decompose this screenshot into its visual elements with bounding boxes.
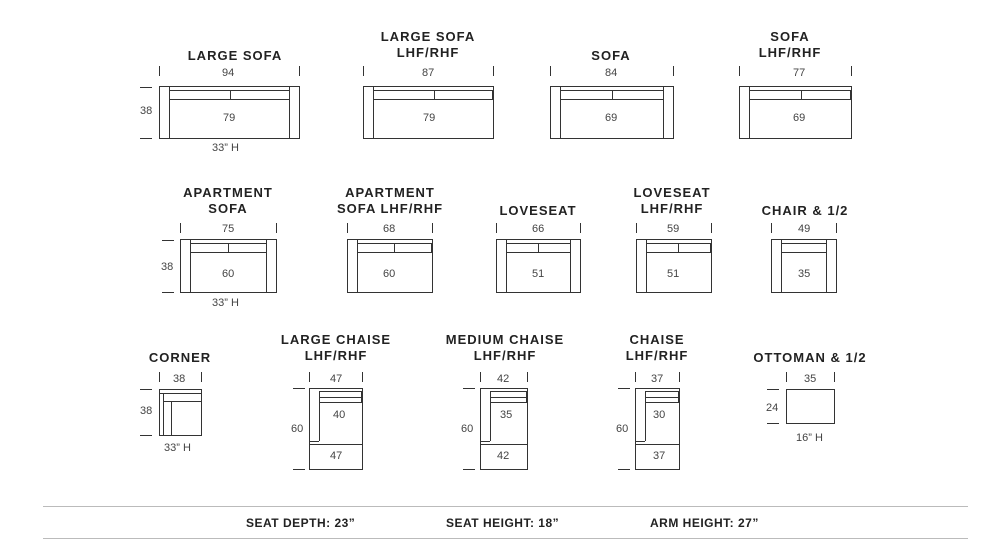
width-tick [786, 372, 787, 382]
width-label: 75 [222, 223, 235, 235]
back-cushion [373, 90, 493, 100]
seat-label: 69 [605, 112, 618, 124]
depth-label: 38 [140, 105, 153, 117]
item-title: CHAIR & 1/2 [761, 203, 849, 218]
item-title: APARTMENT [345, 185, 435, 200]
height-label: 33” H [212, 297, 239, 309]
back-cushion [749, 90, 851, 100]
item-title: SOFA [591, 48, 631, 63]
depth-tick [140, 435, 152, 436]
width-tick [493, 66, 494, 76]
cushion-divider [490, 397, 527, 398]
item-title: LOVESEAT [499, 203, 577, 218]
item-title: LHF/RHF [396, 45, 460, 60]
width-tick [309, 372, 310, 382]
ottoman-outline [786, 389, 835, 424]
width-tick [673, 66, 674, 76]
item-title: SOFA [770, 29, 810, 44]
back-line [160, 393, 201, 394]
depth-tick [140, 87, 152, 88]
depth-tick [293, 469, 305, 470]
cushion-divider [678, 243, 679, 253]
depth-tick [463, 469, 475, 470]
sofa-outline [347, 239, 433, 293]
cushion-divider [319, 397, 362, 398]
sofa-outline [636, 239, 712, 293]
item-title: CORNER [148, 350, 212, 365]
depth-label: 24 [766, 402, 779, 414]
width-label: 66 [532, 223, 545, 235]
width-label: 94 [222, 67, 235, 79]
width-tick [771, 223, 772, 233]
seat-depth-spec: SEAT DEPTH: 23” [246, 516, 356, 530]
seat-label: 79 [223, 112, 236, 124]
arm-line [490, 391, 491, 441]
width-tick [362, 372, 363, 382]
depth-tick [293, 388, 305, 389]
item-title: LARGE CHAISE [280, 332, 392, 347]
arm-line [319, 391, 320, 441]
seat-label: 51 [532, 268, 545, 280]
width-tick [834, 372, 835, 382]
seat-label: 69 [793, 112, 806, 124]
item-title: CHAISE [629, 332, 685, 347]
item-title: LHF/RHF [640, 201, 704, 216]
width-tick [299, 66, 300, 76]
arm-line [645, 391, 646, 441]
depth-label: 60 [461, 423, 474, 435]
seat-label: 47 [330, 450, 343, 462]
seat-height-spec: SEAT HEIGHT: 18” [446, 516, 560, 530]
width-label: 59 [667, 223, 680, 235]
seat-label: 51 [667, 268, 680, 280]
width-label: 38 [173, 373, 186, 385]
sofa-outline [496, 239, 581, 293]
arm-line [310, 441, 319, 442]
seat-label: 79 [423, 112, 436, 124]
footer-bottom-rule [43, 538, 968, 539]
width-tick [480, 372, 481, 382]
width-tick [363, 66, 364, 76]
depth-tick [162, 292, 174, 293]
width-tick [159, 66, 160, 76]
depth-label: 38 [161, 261, 174, 273]
seat-label: 37 [653, 450, 666, 462]
cushion-divider [612, 90, 613, 100]
seat-label: 42 [497, 450, 510, 462]
cushion-divider [538, 243, 539, 253]
back-line [163, 393, 164, 435]
item-title: LARGE SOFA [187, 48, 283, 63]
width-tick [550, 66, 551, 76]
back-line [163, 401, 201, 402]
item-title: MEDIUM CHAISE [445, 332, 565, 347]
depth-tick [140, 138, 152, 139]
width-tick [432, 223, 433, 233]
depth-label: 60 [616, 423, 629, 435]
depth-tick [767, 423, 779, 424]
seat-label: 35 [798, 268, 811, 280]
width-tick [711, 223, 712, 233]
width-label: 35 [804, 373, 817, 385]
width-label: 87 [422, 67, 435, 79]
footer-top-rule [43, 506, 968, 507]
seat-divider [636, 444, 679, 445]
width-label: 77 [793, 67, 806, 79]
arm-line [481, 441, 490, 442]
width-tick [347, 223, 348, 233]
cushion-divider [230, 90, 231, 100]
depth-tick [618, 388, 630, 389]
width-tick [159, 372, 160, 382]
item-title: OTTOMAN & 1/2 [753, 350, 867, 365]
corner-outline [159, 389, 202, 436]
seat-label: 60 [222, 268, 235, 280]
width-label: 49 [798, 223, 811, 235]
cushion-divider [801, 90, 802, 100]
depth-tick [162, 240, 174, 241]
width-tick [580, 223, 581, 233]
cushion-divider [645, 397, 679, 398]
depth-tick [618, 469, 630, 470]
item-title: LHF/RHF [304, 348, 368, 363]
chair-outline [771, 239, 837, 293]
width-tick [836, 223, 837, 233]
depth-tick [767, 389, 779, 390]
sofa-outline [180, 239, 277, 293]
width-tick [636, 223, 637, 233]
item-title: LHF/RHF [473, 348, 537, 363]
arm-height-spec: ARM HEIGHT: 27” [650, 516, 759, 530]
width-label: 42 [497, 373, 510, 385]
width-tick [635, 372, 636, 382]
seat-label: 30 [653, 409, 666, 421]
width-tick [276, 223, 277, 233]
width-label: 47 [330, 373, 343, 385]
seat-divider [481, 444, 527, 445]
item-title: SOFA LHF/RHF [336, 201, 444, 216]
depth-label: 60 [291, 423, 304, 435]
seat-label: 60 [383, 268, 396, 280]
cushion-divider [434, 90, 435, 100]
item-title: LHF/RHF [625, 348, 689, 363]
depth-label: 38 [140, 405, 153, 417]
width-tick [180, 223, 181, 233]
depth-tick [140, 389, 152, 390]
seat-divider [310, 444, 362, 445]
item-title: LOVESEAT [633, 185, 711, 200]
arm-line [636, 441, 645, 442]
item-title: LARGE SOFA [380, 29, 476, 44]
item-title: SOFA [208, 201, 248, 216]
item-title: APARTMENT [183, 185, 273, 200]
width-label: 68 [383, 223, 396, 235]
back-cushion [781, 243, 827, 253]
width-tick [739, 66, 740, 76]
height-label: 16” H [796, 432, 823, 444]
depth-tick [463, 388, 475, 389]
width-tick [527, 372, 528, 382]
width-label: 84 [605, 67, 618, 79]
width-tick [496, 223, 497, 233]
height-label: 33” H [164, 442, 191, 454]
back-line [171, 401, 172, 435]
cushion-divider [228, 243, 229, 253]
width-tick [851, 66, 852, 76]
width-tick [679, 372, 680, 382]
seat-label: 35 [500, 409, 513, 421]
seat-label: 40 [333, 409, 346, 421]
cushion-divider [394, 243, 395, 253]
width-tick [201, 372, 202, 382]
width-label: 37 [651, 373, 664, 385]
height-label: 33” H [212, 142, 239, 154]
item-title: LHF/RHF [758, 45, 822, 60]
